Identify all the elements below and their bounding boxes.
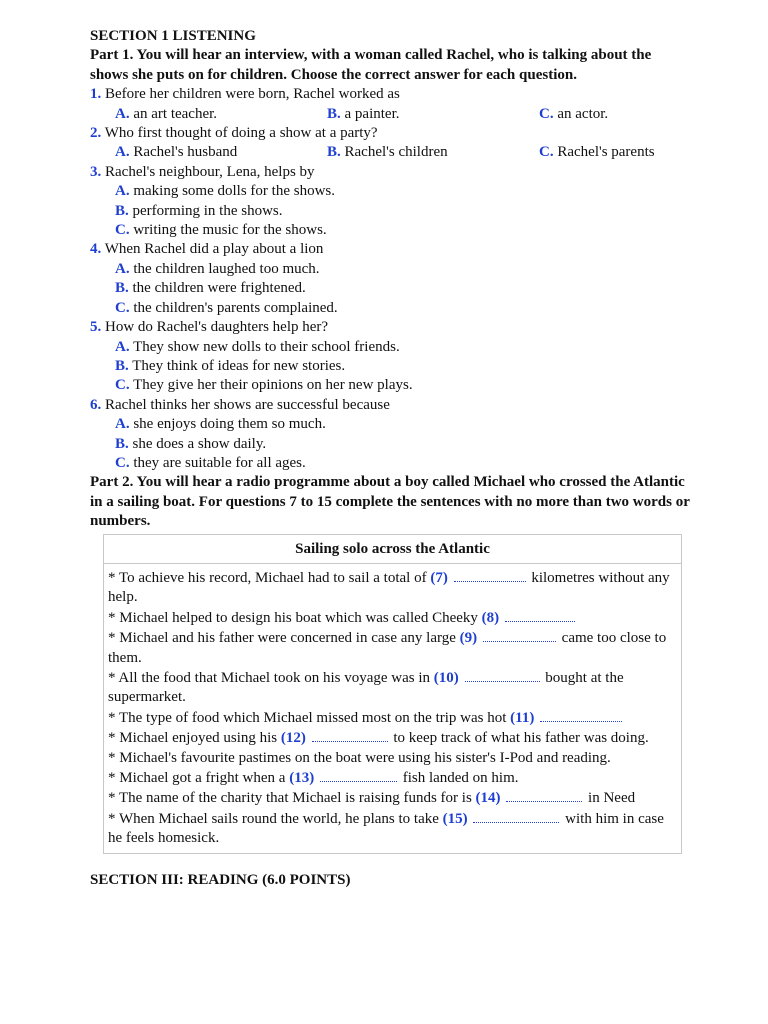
question-text: When Rachel did a play about a lion xyxy=(101,241,324,258)
option-letter: B. xyxy=(115,202,129,219)
option-c xyxy=(90,376,690,395)
option-text: the children's parents complained. xyxy=(129,299,338,316)
item-text: kilometres without any help. xyxy=(108,569,670,606)
option-c xyxy=(90,299,690,318)
option-a xyxy=(90,182,690,201)
option-text: they are suitable for all ages. xyxy=(129,454,306,471)
option-c xyxy=(539,143,690,162)
item-text: * Michael and his father were concerned in case any large xyxy=(108,630,460,647)
option-letter: B. xyxy=(327,144,341,161)
part2-label: Part 2. xyxy=(90,474,134,491)
item-text: bought at the supermarket. xyxy=(108,670,624,706)
option-text: writing the music for the shows. xyxy=(129,222,327,239)
item-text: * The name of the charity that Michael is raising funds for is xyxy=(108,790,476,807)
item-text: came too close to them. xyxy=(108,630,667,666)
option-a xyxy=(90,415,690,434)
section1-title: SECTION 1 LISTENING xyxy=(90,28,256,44)
option-text: making some dolls for the shows. xyxy=(129,183,335,200)
item-text: * Michael helped to design his boat which was called Cheeky xyxy=(108,609,482,626)
option-letter: A. xyxy=(115,183,130,200)
answer-blank[interactable] xyxy=(312,728,388,742)
option-letter: B. xyxy=(115,435,129,452)
question-1 xyxy=(90,85,690,104)
gap-item-9 xyxy=(108,628,677,668)
section3-title: SECTION III: READING (6.0 POINTS) xyxy=(90,871,351,888)
option-letter: B. xyxy=(115,357,129,374)
option-text: the children laughed too much. xyxy=(129,260,320,277)
option-c xyxy=(539,105,690,124)
option-b xyxy=(90,279,690,298)
item-text: * The type of food which Michael missed most on the trip was hot xyxy=(108,709,511,726)
item-text: * Michael's favourite pastimes on the boat were using his sister's I-Pod and reading. xyxy=(108,749,611,766)
option-text: the children were frightened. xyxy=(128,280,306,297)
gap-item-13 xyxy=(108,768,677,788)
gap-fill-table xyxy=(103,534,682,854)
question-1-options xyxy=(90,105,690,124)
question-number: 5. xyxy=(90,319,102,336)
option-text: she does a show daily. xyxy=(128,435,267,452)
gap-number: (10) xyxy=(433,670,459,686)
answer-blank[interactable] xyxy=(465,668,540,682)
option-text: a painter. xyxy=(340,105,400,122)
gap-item-10 xyxy=(108,668,677,708)
gap-number: (7) xyxy=(430,569,448,586)
question-number: 2. xyxy=(90,125,102,142)
gap-item-11 xyxy=(108,708,677,728)
item-text: with him in case he feels homesick. xyxy=(108,810,664,847)
option-text: Rachel's husband xyxy=(129,144,238,161)
option-letter: C. xyxy=(539,105,554,122)
question-text: Before her children were born, Rachel worked as xyxy=(101,86,400,103)
question-text: Rachel's neighbour, Lena, helps by xyxy=(101,163,315,180)
gap-number: (13) xyxy=(289,770,315,787)
item-text: * Michael got a fright when a xyxy=(108,770,290,787)
question-2 xyxy=(90,124,690,143)
option-c xyxy=(90,454,690,473)
question-text: Rachel thinks her shows are successful because xyxy=(101,396,390,413)
gap-number: (15) xyxy=(442,810,468,827)
gap-item-7 xyxy=(108,568,677,608)
option-a xyxy=(90,260,690,279)
option-b xyxy=(90,357,690,376)
option-a xyxy=(90,143,327,162)
gap-number: (9) xyxy=(459,630,478,647)
gap-item-15 xyxy=(108,809,677,849)
option-text: an actor. xyxy=(553,105,609,122)
part2-instruction-text: You will hear a radio programme about a boy called Michael who crossed the Atlantic in a sailing boat. For questions 7 to 15 complete the sentences with no more than two words or numbers. xyxy=(90,474,690,530)
part1-instruction xyxy=(90,46,690,85)
part2-instruction xyxy=(90,473,690,531)
gap-item-12 xyxy=(108,728,677,748)
gap-item-8 xyxy=(108,608,677,628)
option-b xyxy=(90,202,690,221)
option-letter: C. xyxy=(115,377,130,394)
option-text: Rachel's children xyxy=(340,144,448,161)
answer-blank[interactable] xyxy=(473,809,559,823)
info-item-pastimes xyxy=(108,749,677,768)
question-4 xyxy=(90,240,690,259)
table-title: Sailing solo across the Atlantic xyxy=(104,535,681,564)
answer-blank[interactable] xyxy=(454,568,526,582)
question-6 xyxy=(90,396,690,415)
question-text: How do Rachel's daughters help her? xyxy=(101,319,329,336)
option-a xyxy=(90,105,327,124)
option-c xyxy=(90,221,690,240)
answer-blank[interactable] xyxy=(320,768,397,782)
option-letter: C. xyxy=(115,454,130,471)
option-text: They show new dolls to their school friends. xyxy=(129,338,400,355)
option-text: They think of ideas for new stories. xyxy=(128,357,346,374)
question-text: Who first thought of doing a show at a party? xyxy=(101,125,378,142)
gap-number: (12) xyxy=(280,730,306,747)
option-letter: A. xyxy=(115,416,130,433)
option-text: an art teacher. xyxy=(129,105,218,122)
gap-number: (8) xyxy=(481,609,500,626)
option-text: performing in the shows. xyxy=(128,202,283,219)
answer-blank[interactable] xyxy=(540,708,622,722)
gap-item-14 xyxy=(108,788,677,808)
question-number: 4. xyxy=(90,241,102,258)
option-text: They give her their opinions on her new plays. xyxy=(129,377,413,394)
item-text: * Michael enjoyed using his xyxy=(108,730,281,747)
question-2-options xyxy=(90,143,690,162)
option-letter: C. xyxy=(115,299,130,316)
option-b xyxy=(327,105,539,124)
question-5 xyxy=(90,318,690,337)
answer-blank[interactable] xyxy=(483,628,556,642)
option-a xyxy=(90,338,690,357)
item-text: fish landed on him. xyxy=(398,770,519,787)
answer-blank[interactable] xyxy=(505,608,575,622)
item-text: * When Michael sails round the world, he plans to take xyxy=(108,810,443,827)
worksheet-page xyxy=(90,27,690,890)
option-letter: B. xyxy=(115,280,129,297)
option-text: she enjoys doing them so much. xyxy=(129,416,326,433)
option-letter: A. xyxy=(115,260,130,277)
option-letter: C. xyxy=(115,222,130,239)
item-text: * To achieve his record, Michael had to sail a total of xyxy=(108,569,431,586)
option-b xyxy=(90,435,690,454)
part1-label: Part 1. xyxy=(90,47,134,64)
option-b xyxy=(327,143,539,162)
option-letter: A. xyxy=(115,105,130,122)
option-letter: A. xyxy=(115,338,130,355)
part1-instruction-text: You will hear an interview, with a woman called Rachel, who is talking about the shows she puts on for children. Choose the correct answer for each question. xyxy=(90,47,652,83)
item-text: in Need xyxy=(584,790,636,807)
gap-number: (14) xyxy=(475,790,501,807)
option-letter: B. xyxy=(327,105,341,122)
option-letter: C. xyxy=(539,144,554,161)
question-number: 3. xyxy=(90,163,102,180)
item-text: to keep track of what his father was doing. xyxy=(389,730,649,747)
gap-number: (11) xyxy=(510,709,535,726)
table-body xyxy=(104,564,681,853)
option-letter: A. xyxy=(115,144,130,161)
question-number: 6. xyxy=(90,396,102,413)
item-text: * All the food that Michael took on his voyage was in xyxy=(108,670,434,686)
question-number: 1. xyxy=(90,86,102,103)
question-3 xyxy=(90,163,690,182)
answer-blank[interactable] xyxy=(506,788,582,802)
option-text: Rachel's parents xyxy=(553,144,655,161)
